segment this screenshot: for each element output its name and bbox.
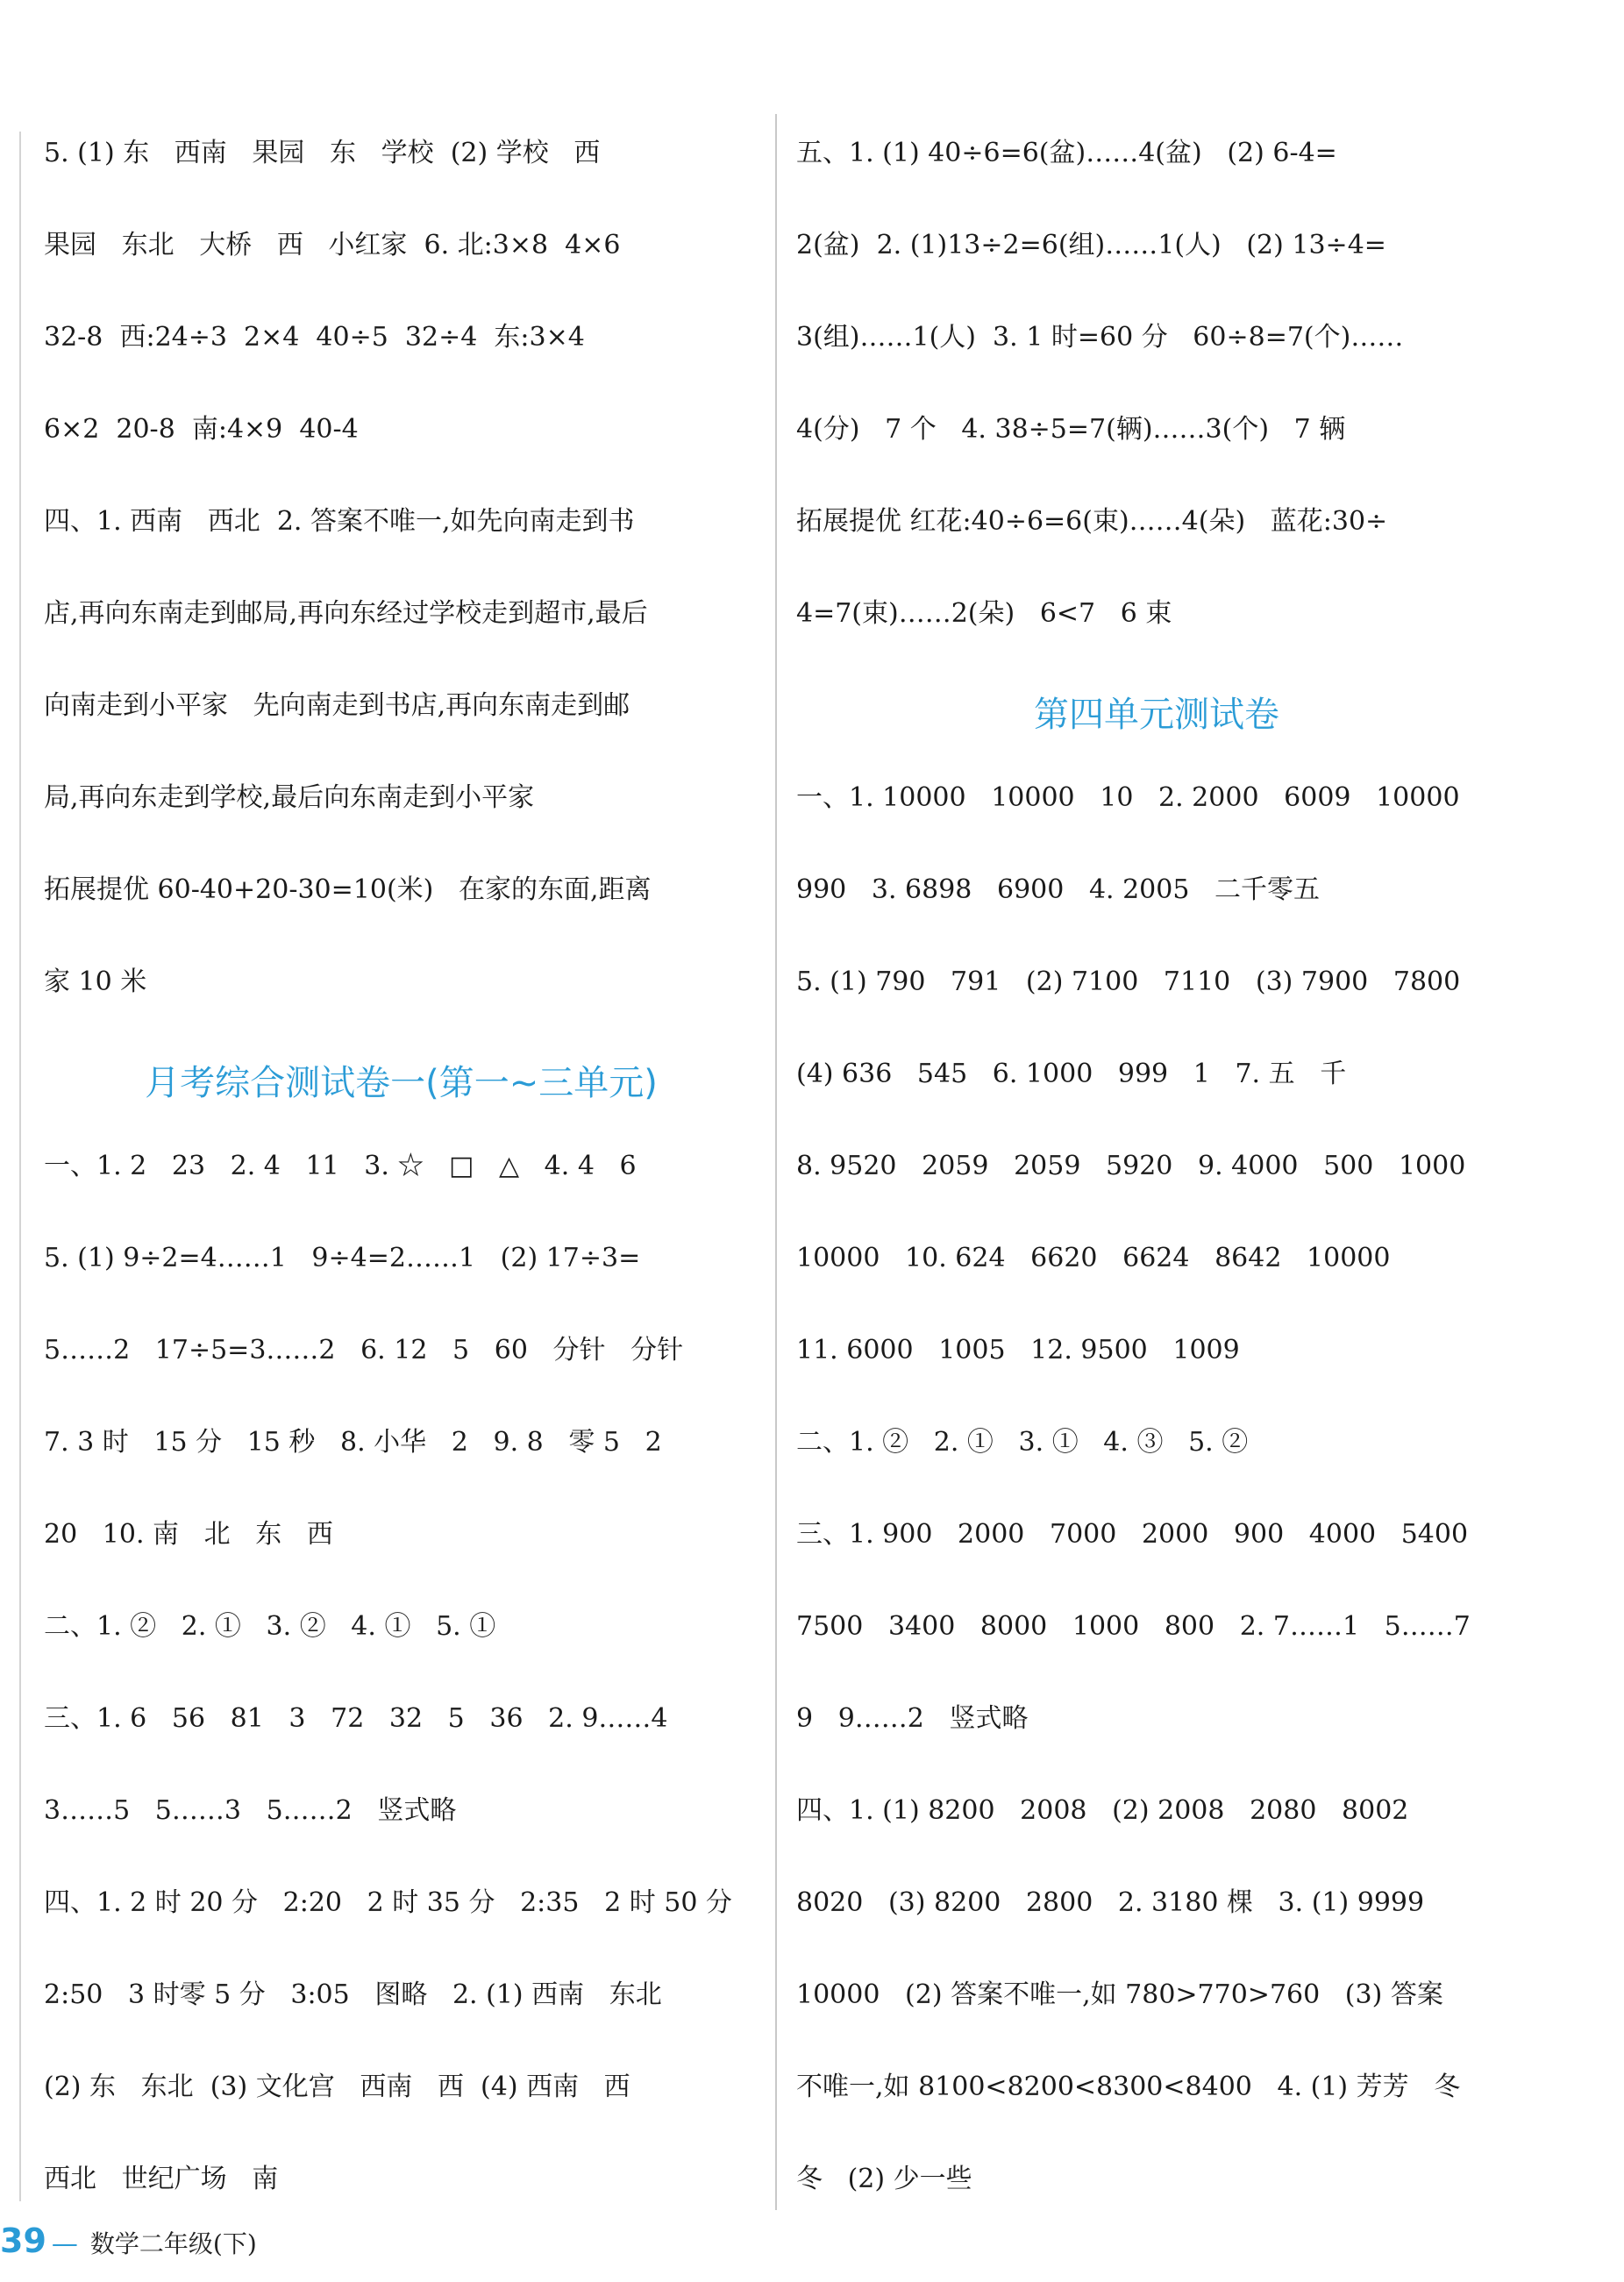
answer-line: 拓展提优 60-40+20-30=10(米) 在家的东面,距离 (44, 874, 652, 905)
answer-line: 三、1. 6 56 81 3 72 32 5 36 2. 9……4 (44, 1703, 668, 1734)
answer-line: 9 9……2 竖式略 (796, 1703, 1029, 1734)
answer-line: 冬 (2) 少一些 (796, 2164, 972, 2194)
right-column (796, 123, 1517, 2241)
answer-line: 局,再向东走到学校,最后向东南走到小平家 (44, 782, 535, 813)
answer-line: 五、1. (1) 40÷6=6(盆)……4(盆) (2) 6-4= (796, 138, 1337, 168)
answer-line: 7500 3400 8000 1000 800 2. 7……1 5……7 (796, 1611, 1471, 1642)
answer-line: 5……2 17÷5=3……2 6. 12 5 60 分针 分针 (44, 1335, 684, 1366)
answer-line: 5. (1) 790 791 (2) 7100 7110 (3) 7900 7800 (796, 966, 1461, 997)
answer-line: 四、1. 2 时 20 分 2:20 2 时 35 分 2:35 2 时 50 分 (44, 1887, 732, 1918)
book-title: 数学二年级(下) (89, 2229, 257, 2258)
answer-line: 20 10. 南 北 东 西 (44, 1519, 333, 1550)
answer-line: 6×2 20-8 南:4×9 40-4 (44, 414, 359, 445)
answer-line: 四、1. 西南 西北 2. 答案不唯一,如先向南走到书 (44, 506, 635, 537)
answer-line: 7. 3 时 15 分 15 秒 8. 小华 2 9. 8 零 5 2 (44, 1427, 662, 1458)
answer-line: 8. 9520 2059 2059 5920 9. 4000 500 1000 (796, 1151, 1466, 1181)
answer-line: 990 3. 6898 6900 4. 2005 二千零五 (796, 874, 1321, 905)
answer-line: 一、1. 10000 10000 10 2. 2000 6009 10000 (796, 782, 1460, 813)
left-column (44, 123, 759, 2241)
answer-line: 5. (1) 9÷2=4……1 9÷4=2……1 (2) 17÷3= (44, 1243, 641, 1273)
page-footer (0, 2214, 257, 2267)
answer-line: 果园 东北 大桥 西 小红家 6. 北:3×8 4×6 (44, 230, 621, 260)
answer-line: 32-8 西:24÷3 2×4 40÷5 32÷4 东:3×4 (44, 322, 585, 353)
answer-line: 4=7(束)……2(朵) 6<7 6 束 (796, 598, 1172, 629)
column-divider (775, 114, 777, 2210)
page-number: 39 (0, 2221, 46, 2260)
answer-line: 家 10 米 (44, 966, 147, 997)
footer-dash: — (51, 2229, 78, 2259)
answer-line: 四、1. (1) 8200 2008 (2) 2008 2080 8002 (796, 1795, 1409, 1826)
answer-line: 3……5 5……3 5……2 竖式略 (44, 1795, 457, 1826)
answer-line: 2(盆) 2. (1)13÷2=6(组)……1(人) (2) 13÷4= (796, 230, 1386, 260)
answer-line: (4) 636 545 6. 1000 999 1 7. 五 千 (796, 1059, 1347, 1089)
answer-line: 向南走到小平家 先向南走到书店,再向东南走到邮 (44, 690, 630, 721)
answer-line: 一、1. 2 23 2. 4 11 3. ☆ □ △ 4. 4 6 (44, 1151, 637, 1181)
answer-line: 10000 10. 624 6620 6624 8642 10000 (796, 1243, 1391, 1273)
answer-line: 二、1. ② 2. ① 3. ① 4. ③ 5. ② (796, 1427, 1249, 1458)
answer-line: 3(组)……1(人) 3. 1 时=60 分 60÷8=7(个)…… (796, 322, 1404, 353)
answer-line: 不唯一,如 8100<8200<8300<8400 4. (1) 芳芳 冬 (796, 2072, 1461, 2102)
section-heading: 第四单元测试卷 (1034, 695, 1279, 735)
answer-line: 8020 (3) 8200 2800 2. 3180 棵 3. (1) 9999 (796, 1887, 1425, 1918)
answer-line: 5. (1) 东 西南 果园 东 学校 (2) 学校 西 (44, 138, 601, 168)
answer-line: 4(分) 7 个 4. 38÷5=7(辆)……3(个) 7 辆 (796, 414, 1346, 445)
section-heading: 月考综合测试卷一(第一~三单元) (145, 1063, 658, 1103)
answer-line: 二、1. ② 2. ① 3. ② 4. ① 5. ① (44, 1611, 496, 1642)
answer-line: 西北 世纪广场 南 (44, 2164, 279, 2194)
answer-line: 10000 (2) 答案不唯一,如 780>770>760 (3) 答案 (796, 1979, 1443, 2010)
answer-line: 店,再向东南走到邮局,再向东经过学校走到超市,最后 (44, 598, 648, 629)
answer-line: (2) 东 东北 (3) 文化宫 西南 西 (4) 西南 西 (44, 2072, 630, 2102)
answer-line: 11. 6000 1005 12. 9500 1009 (796, 1335, 1240, 1366)
answer-line: 拓展提优 红花:40÷6=6(束)……4(朵) 蓝花:30÷ (796, 506, 1388, 537)
left-margin-rule (19, 132, 21, 2201)
answer-line: 三、1. 900 2000 7000 2000 900 4000 5400 (796, 1519, 1469, 1550)
answer-line: 2:50 3 时零 5 分 3:05 图略 2. (1) 西南 东北 (44, 1979, 662, 2010)
